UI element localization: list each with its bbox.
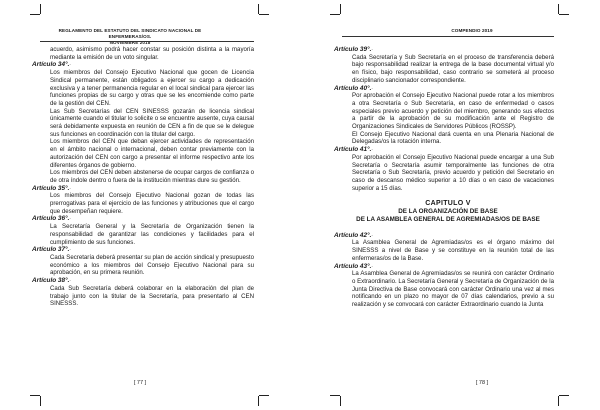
article-mark: - <box>371 263 373 269</box>
crop-mark <box>559 395 569 396</box>
header-rule <box>342 36 554 37</box>
article-heading <box>32 185 254 193</box>
article-number: Artículo 37°. <box>32 246 70 254</box>
paragraph: acuerdo, asimismo podrá hacer constar su posición distinta a la mayoría mediante la emisión de un voto singular. <box>50 46 254 61</box>
paragraph: Los miembros del CEN deben abstenerse de ocupar cargos de confianza o de otra índole dentro o fuera de la institución mientras dure su gestión. <box>50 169 254 184</box>
paragraph: La Secretaría General y la Secretaría de Organización tienen la responsabilidad de garantizar las condiciones y facilidades para el cumplimiento de sus funciones. <box>50 223 254 246</box>
article-mark: - <box>371 147 373 153</box>
article-number: Artículo 39°. <box>334 46 372 53</box>
crop-mark <box>259 14 269 15</box>
article-mark: - <box>69 278 71 284</box>
crop-mark <box>559 14 569 15</box>
page-number: [ 77 ] <box>133 380 147 386</box>
article-mark: - <box>69 62 71 68</box>
paragraph: Cada Secretaría deberá presentar su plan de acción sindical y presupuesto económico a los miembros del Consejo Ejecutivo Nacional para su aprobación, en su primera reunión. <box>50 253 254 277</box>
article-number: Artículo 35°. <box>32 184 70 192</box>
crop-mark <box>330 14 340 15</box>
article-mark: - <box>69 216 71 222</box>
article-heading <box>334 85 554 93</box>
article-heading <box>334 263 554 271</box>
crop-mark <box>259 395 269 396</box>
article-mark: - <box>371 85 373 91</box>
article-mark: - <box>69 185 71 191</box>
crop-mark <box>330 395 340 396</box>
right-page-body <box>334 46 554 309</box>
paragraph: Las Sub Secretarías del CEN SINESSS gozarán de licencia sindical únicamente cuando el titular lo solicite o se encuentre ausente, cuya causal será debidamente expuesta en reunión de CEN a fin de que se le delegue sus funciones en coordinación con la titular del cargo. <box>50 107 254 138</box>
crop-mark <box>558 396 559 406</box>
chapter-subtitle: DE LA ORGANIZACIÓN DE BASE <box>398 208 498 216</box>
paragraph: Los miembros del CEN que deban ejercer actividades de representación en el ámbito nacional o internacional, deben contar previamente con la autorización del CEN con cargo a presentar el informe respectivo ante los diferentes órganos de gobierno. <box>50 138 254 169</box>
article-number: Artículo 36°. <box>32 215 70 223</box>
chapter-title: CAPITULO V <box>425 200 471 208</box>
article-heading <box>334 46 554 54</box>
crop-mark <box>340 4 341 14</box>
paragraph: Cada Sub Secretaría deberá colaborar en la elaboración del plan de trabajo junto con la titular de la Secretaría, para presentarlo al CEN SINESSS. <box>50 284 254 308</box>
article-heading <box>334 232 554 240</box>
paragraph: Por aprobación el Consejo Ejecutivo Nacional puede rotar a los miembros a otra Secretaría o Sub Secretaría, en caso de enfermedad o casos especiales previo acuerdo y petición del miembro, generando sus efectos a partir de la aprobación de su modificación ante el Registro de Organizaciones Sindicales de Servidores Públicos (ROSSP). <box>352 92 554 131</box>
crop-mark <box>258 396 259 406</box>
header-date: NOVIEMBRE 2018 <box>109 40 151 45</box>
article-heading <box>32 246 254 254</box>
paragraph: La Asamblea General de Agremiadas/os se reunirá con carácter Ordinario o Extraordinario. La Secretaría General y Secretaría de Organización de la Junta Directiva de Base convocará con carácter Ordinario una vez al mes notificando en un plazo no mayor de 07 días calendarios, previo a su realización y se convocará con carácter Extraordinario cuando la Junta <box>352 270 554 309</box>
paragraph: Cada Secretaría y Sub Secretaría en el proceso de transferencia deberá bajo responsabilidad realizar la entrega de la base documental virtual y/o en físico, bajo responsabilidad, caso contrario se someterá al proceso disciplinario sancionador correspondiente. <box>352 53 554 84</box>
running-header <box>40 28 220 46</box>
article-heading <box>32 215 254 223</box>
page-number: [ 78 ] <box>475 380 489 386</box>
crop-mark <box>340 396 341 406</box>
crop-mark <box>30 395 40 396</box>
article-number: Artículo 38°. <box>32 277 70 285</box>
article-heading <box>32 61 254 69</box>
paragraph: La Asamblea General de Agremiadas/os es el órgano máximo del SINESSS a nivel de Base y se constituye en la reunión total de las enfermeras/os de la Base. <box>352 239 554 262</box>
article-heading <box>32 277 254 285</box>
crop-mark <box>40 4 41 14</box>
article-number: Artículo 43°. <box>334 262 372 270</box>
paragraph: El Consejo Ejecutivo Nacional dará cuenta en una Plenaria Nacional de Delegadas/os la rotación interna. <box>352 130 554 146</box>
crop-mark <box>258 4 259 14</box>
chapter-subtitle: DE LA ASAMBLEA GENERAL DE AGREMIADAS/OS DE BASE <box>356 215 540 223</box>
article-heading <box>334 146 554 154</box>
article-mark: - <box>371 47 373 52</box>
article-number: Artículo 42°. <box>334 231 372 239</box>
left-page-body <box>32 46 254 308</box>
article-mark: - <box>69 247 71 253</box>
paragraph: Por aprobación el Consejo Ejecutivo Nacional puede encargar a una Sub Secretaría o Secretaría asumir temporalmente las funciones de otra Secretaría o Sub Secretaría, previo acuerdo y petición del Secretario en caso de descanso médico superior a 10 días o en caso de vacaciones superior a 15 días. <box>352 153 554 192</box>
crop-mark <box>30 14 40 15</box>
paragraph: Los miembros del Consejo Ejecutivo Nacional que gocen de Licencia Sindical permanente, están obligados a ejercer su cargo a dedicación exclusiva y a tener permanencia regular en el local sindical para ejercer las funciones propias de su cargo y otras que se les encomiende como parte de la gestión del CEN. <box>50 69 254 107</box>
crop-mark <box>558 4 559 14</box>
article-number: Artículo 34°. <box>32 61 70 69</box>
article-number: Artículo 40°. <box>334 84 372 92</box>
header-rule <box>40 41 254 42</box>
article-number: Artículo 41°. <box>334 146 372 154</box>
header-title: REGLAMENTO DEL ESTATUTO DEL SINDICATO NACIONAL DE ENFERMERAS/OS. <box>58 28 202 39</box>
right-page <box>300 0 600 410</box>
running-header: COMPENDIO 2019 <box>451 28 493 33</box>
paragraph: Los miembros del Consejo Ejecutivo Nacional gozan de todas las prerrogativas para el ejercicio de las funciones y atribuciones que el cargo que desempeñan requiere. <box>50 192 254 215</box>
article-mark: - <box>371 232 373 238</box>
crop-mark <box>40 396 41 406</box>
